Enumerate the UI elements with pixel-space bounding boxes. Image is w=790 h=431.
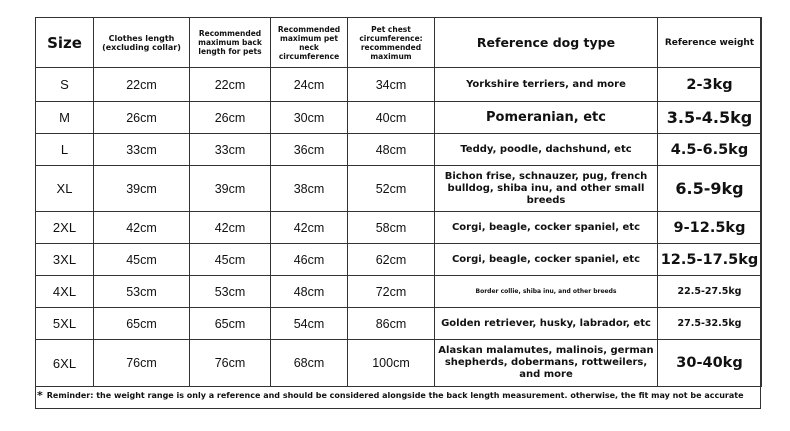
cell-chest: 58cm [348,212,435,244]
table-row [36,340,762,387]
cell-size: 5XL [36,308,94,340]
cell-neck: 38cm [271,166,348,212]
cell-back-length: 39cm [190,166,271,212]
cell-clothes-length: 26cm [94,102,190,134]
cell-weight: 12.5-17.5kg [658,244,762,276]
table-row [36,276,762,308]
cell-back-length: 76cm [190,340,271,387]
cell-weight: 4.5-6.5kg [658,134,762,166]
cell-clothes-length: 22cm [94,68,190,102]
cell-clothes-length: 39cm [94,166,190,212]
cell-back-length: 45cm [190,244,271,276]
cell-chest: 34cm [348,68,435,102]
cell-weight: 22.5-27.5kg [658,276,762,308]
cell-neck: 48cm [271,276,348,308]
table-row [36,166,762,212]
reminder-note [37,389,744,402]
cell-back-length: 26cm [190,102,271,134]
cell-dog-type: Yorkshire terriers, and more [435,68,658,102]
table-row [36,308,762,340]
cell-clothes-length: 53cm [94,276,190,308]
cell-neck: 36cm [271,134,348,166]
table-row [36,102,762,134]
cell-chest: 100cm [348,340,435,387]
cell-neck: 42cm [271,212,348,244]
table-row [36,68,762,102]
cell-size: 3XL [36,244,94,276]
cell-back-length: 53cm [190,276,271,308]
cell-chest: 86cm [348,308,435,340]
cell-weight: 30-40kg [658,340,762,387]
cell-size: L [36,134,94,166]
header-clothes-length: Clothes length (excluding collar) [94,18,190,68]
cell-size: 4XL [36,276,94,308]
header-dog-type: Reference dog type [435,18,658,68]
cell-neck: 54cm [271,308,348,340]
cell-neck: 30cm [271,102,348,134]
cell-chest: 40cm [348,102,435,134]
header-chest: Pet chest circumference: recommended maximum [348,18,435,68]
cell-weight: 6.5-9kg [658,166,762,212]
cell-neck: 68cm [271,340,348,387]
size-chart-table [35,17,762,387]
cell-chest: 48cm [348,134,435,166]
header-size: Size [36,18,94,68]
note-text: Reminder: the weight range is only a reference and should be considered alongside the back length measurement. otherwise, the fit may not be accurate [46,391,744,400]
cell-back-length: 22cm [190,68,271,102]
cell-dog-type: Golden retriever, husky, labrador, etc [435,308,658,340]
cell-size: S [36,68,94,102]
cell-chest: 52cm [348,166,435,212]
cell-dog-type: Alaskan malamutes, malinois, german shepherds, dobermans, rottweilers, and more [435,340,658,387]
cell-dog-type: Corgi, beagle, cocker spaniel, etc [435,212,658,244]
cell-weight: 3.5-4.5kg [658,102,762,134]
cell-size: M [36,102,94,134]
cell-size: XL [36,166,94,212]
cell-neck: 24cm [271,68,348,102]
cell-size: 6XL [36,340,94,387]
cell-weight: 2-3kg [658,68,762,102]
cell-size: 2XL [36,212,94,244]
table-row [36,134,762,166]
header-weight: Reference weight [658,18,762,68]
cell-dog-type: Bichon frise, schnauzer, pug, french bulldog, shiba inu, and other small breeds [435,166,658,212]
cell-dog-type: Pomeranian, etc [435,102,658,134]
cell-weight: 9-12.5kg [658,212,762,244]
cell-chest: 72cm [348,276,435,308]
cell-dog-type: Border collie, shiba inu, and other breeds [435,276,658,308]
table-row [36,244,762,276]
cell-chest: 62cm [348,244,435,276]
cell-clothes-length: 42cm [94,212,190,244]
cell-clothes-length: 45cm [94,244,190,276]
header-row [36,18,762,68]
table-row [36,212,762,244]
cell-back-length: 42cm [190,212,271,244]
cell-dog-type: Teddy, poodle, dachshund, etc [435,134,658,166]
cell-neck: 46cm [271,244,348,276]
note-asterisk: * [37,389,43,402]
header-back-length: Recommended maximum back length for pets [190,18,271,68]
cell-dog-type: Corgi, beagle, cocker spaniel, etc [435,244,658,276]
cell-clothes-length: 76cm [94,340,190,387]
cell-weight: 27.5-32.5kg [658,308,762,340]
cell-clothes-length: 33cm [94,134,190,166]
header-neck: Recommended maximum pet neck circumference [271,18,348,68]
cell-clothes-length: 65cm [94,308,190,340]
cell-back-length: 65cm [190,308,271,340]
cell-back-length: 33cm [190,134,271,166]
